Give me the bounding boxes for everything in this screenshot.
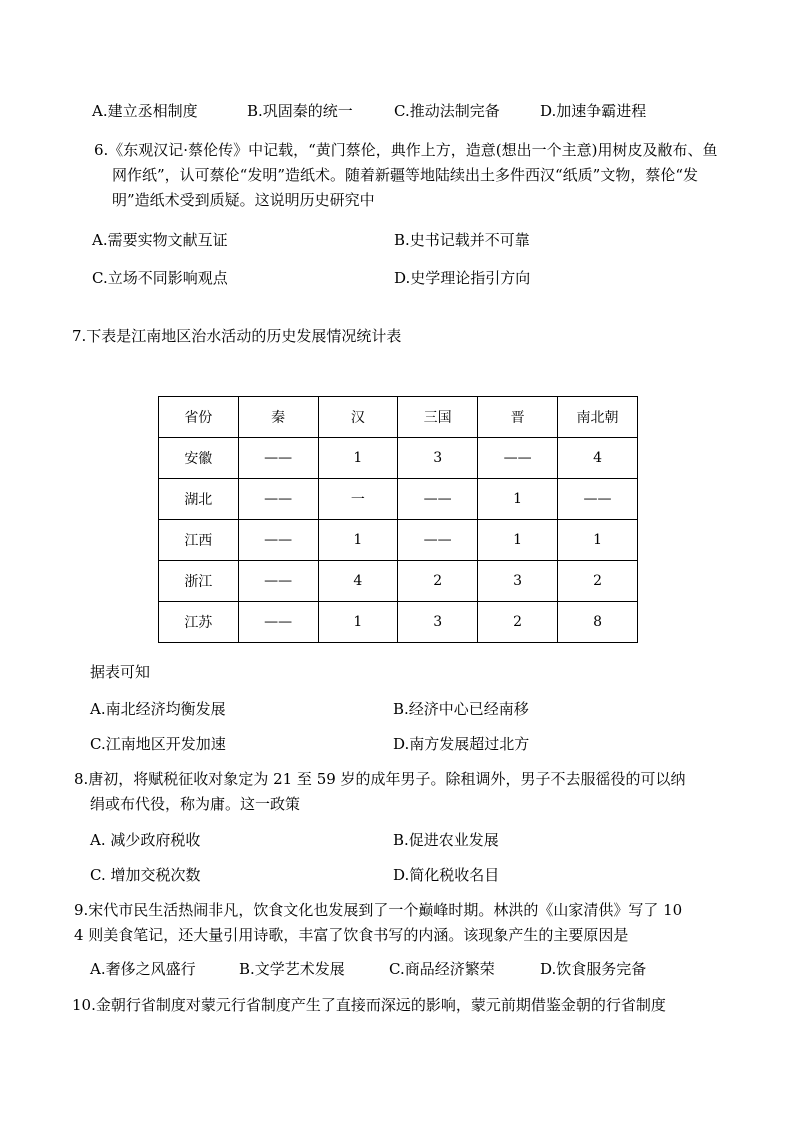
- table-header-row: [159, 397, 638, 438]
- q9-option-d: D.饮食服务完备: [540, 960, 647, 978]
- table-cell: 8: [558, 602, 638, 643]
- q9-option-a: A.奢侈之风盛行: [90, 960, 196, 978]
- q5-option-a: A.建立丞相制度: [92, 102, 198, 120]
- q9-option-c: C.商品经济繁荣: [389, 960, 495, 978]
- table-cell: 湖北: [159, 479, 239, 520]
- table-cell: ——: [238, 479, 318, 520]
- q7-option-b: B.经济中心已经南移: [393, 700, 529, 718]
- table-row: [159, 602, 638, 643]
- table-cell: ——: [478, 438, 558, 479]
- q7-stem: 7.下表是江南地区治水活动的历史发展情况统计表: [72, 327, 402, 345]
- q9-option-b: B.文学艺术发展: [239, 960, 345, 978]
- table-cell: ——: [238, 520, 318, 561]
- q5-option-c: C.推动法制完备: [394, 102, 500, 120]
- table-cell: 安徽: [159, 438, 239, 479]
- table-header-cell: 汉: [318, 397, 398, 438]
- q9-stem-line-1: 9.宋代市民生活热闹非凡，饮食文化也发展到了一个巅峰时期。林洪的《山家清供》写了 10: [74, 901, 683, 919]
- table-cell: 1: [318, 602, 398, 643]
- q10-stem-line-1: 10.金朝行省制度对蒙元行省制度产生了直接而深远的影响，蒙元前期借鉴金朝的行省制度: [72, 996, 666, 1014]
- table-cell: 1: [478, 520, 558, 561]
- table-cell: 1: [318, 520, 398, 561]
- table-cell: 江苏: [159, 602, 239, 643]
- table-cell: 浙江: [159, 561, 239, 602]
- q7-option-d: D.南方发展超过北方: [393, 735, 530, 753]
- q6-stem-line-1: 6.《东观汉记·蔡伦传》中记载，“黄门蔡伦，典作上方，造意(想出一个主意)用树皮及敝布、鱼: [94, 141, 718, 159]
- table-cell: 3: [398, 602, 478, 643]
- q6-option-c: C.立场不同影响观点: [92, 269, 228, 287]
- table-cell: 1: [318, 438, 398, 479]
- table-cell: 3: [398, 438, 478, 479]
- table-row: [159, 520, 638, 561]
- table-cell: 1: [478, 479, 558, 520]
- q8-stem-line-2: 绢或布代役，称为庸。这一政策: [90, 795, 301, 813]
- table-cell: ——: [558, 479, 638, 520]
- table-cell: ——: [238, 438, 318, 479]
- q8-option-a: A. 减少政府税收: [90, 831, 201, 849]
- table-cell: ——: [238, 602, 318, 643]
- table-cell: ——: [238, 561, 318, 602]
- q6-option-a: A.需要实物文献互证: [92, 231, 228, 249]
- table-cell: ——: [398, 479, 478, 520]
- table-row: [159, 438, 638, 479]
- q6-option-b: B.史书记载并不可靠: [394, 231, 530, 249]
- table-cell: 2: [398, 561, 478, 602]
- q5-option-d: D.加速争霸进程: [540, 102, 647, 120]
- table-header-cell: 晋: [478, 397, 558, 438]
- table-cell: 一: [318, 479, 398, 520]
- table-cell: 江西: [159, 520, 239, 561]
- q5-option-b: B.巩固秦的统一: [247, 102, 353, 120]
- table-cell: 2: [478, 602, 558, 643]
- q7-stats-table: [158, 396, 638, 643]
- table-header-cell: 省份: [159, 397, 239, 438]
- q6-stem-line-3: 明”造纸术受到质疑。这说明历史研究中: [112, 191, 375, 209]
- table-header-cell: 三国: [398, 397, 478, 438]
- table-header-cell: 南北朝: [558, 397, 638, 438]
- table-cell: 3: [478, 561, 558, 602]
- table-row: [159, 479, 638, 520]
- table-header-cell: 秦: [238, 397, 318, 438]
- q8-option-c: C. 增加交税次数: [90, 866, 201, 884]
- q7-option-c: C.江南地区开发加速: [90, 735, 226, 753]
- q8-stem-line-1: 8.唐初，将赋税征收对象定为 21 至 59 岁的成年男子。除租调外，男子不去服徭役的可以纳: [74, 770, 686, 788]
- q8-option-b: B.促进农业发展: [393, 831, 499, 849]
- q6-stem-line-2: 网作纸”，认可蔡伦“发明”造纸术。随着新疆等地陆续出土多件西汉“纸质”文物，蔡伦“发: [112, 166, 699, 184]
- table-cell: 2: [558, 561, 638, 602]
- q6-option-d: D.史学理论指引方向: [394, 269, 531, 287]
- table-cell: ——: [398, 520, 478, 561]
- table-row: [159, 561, 638, 602]
- table-cell: 1: [558, 520, 638, 561]
- table-cell: 4: [558, 438, 638, 479]
- q7-after-table-text: 据表可知: [90, 663, 151, 681]
- q9-stem-line-2: 4 则美食笔记，还大量引用诗歌，丰富了饮食书写的内涵。该现象产生的主要原因是: [74, 926, 629, 944]
- q8-option-d: D.简化税收名目: [393, 866, 500, 884]
- table-cell: 4: [318, 561, 398, 602]
- q7-option-a: A.南北经济均衡发展: [90, 700, 226, 718]
